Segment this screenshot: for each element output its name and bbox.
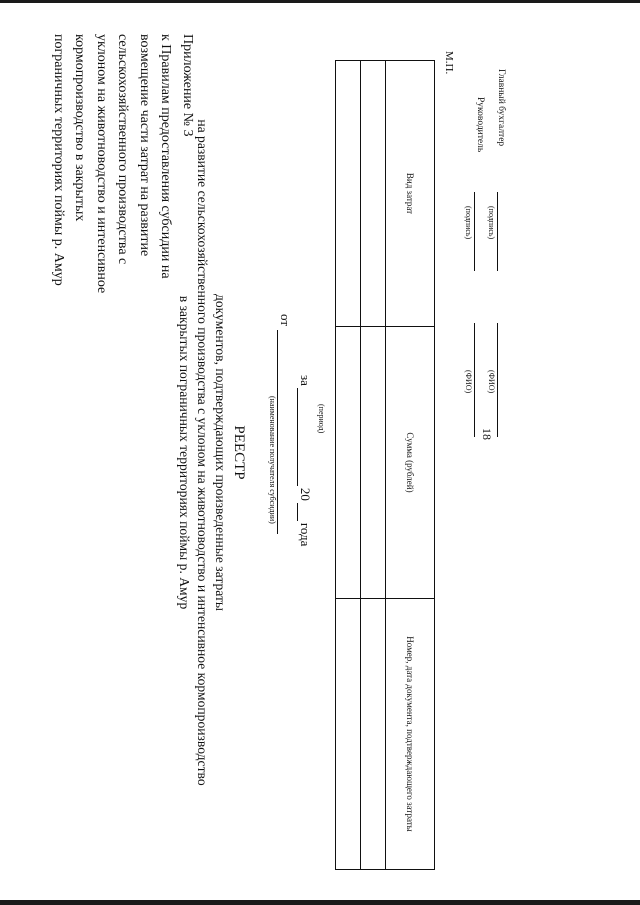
document-subtitle-line: на развитие сельскохозяйственного производства с уклоном на животноводство и интенсивное кормопроизводство xyxy=(195,119,210,786)
appendix-line: к Правилам предоставления субсидии на xyxy=(158,34,174,279)
signature-line xyxy=(497,192,498,271)
column-header: Сумма (рублей) xyxy=(386,327,435,599)
table-cell xyxy=(336,327,361,599)
year-blank xyxy=(297,503,309,521)
register-table xyxy=(335,60,435,870)
table-cell xyxy=(361,327,386,599)
recipient-blank xyxy=(277,330,289,534)
for-label: за xyxy=(298,375,313,386)
table-cell xyxy=(361,61,386,327)
signature-role: Главный бухгалтер xyxy=(496,69,506,147)
appendix-line: сельскохозяйственного производства с xyxy=(115,34,131,265)
name-hint: (ФИО) xyxy=(464,370,473,394)
column-header: Номер, дата документа, подтверждающего затраты xyxy=(386,599,435,870)
document-title: РЕЕСТР xyxy=(231,425,247,480)
appendix-heading: Приложение № 3 xyxy=(180,34,195,137)
document-subtitle-line: документов, подтверждающих произведенные затраты xyxy=(213,293,228,612)
table-header-row xyxy=(386,61,435,870)
period-blank xyxy=(297,388,309,486)
from-label: от xyxy=(278,314,293,327)
recipient-hint: (наименование получателя субсидии) xyxy=(268,396,277,524)
name-hint: (ФИО) xyxy=(487,370,496,394)
period-hint: (период) xyxy=(317,404,326,434)
document-subtitle-line: в закрытых пограничных территориях поймы р. Амур xyxy=(177,295,192,610)
table-cell xyxy=(361,599,386,870)
signature-line xyxy=(474,192,475,271)
signature-role: Руководитель xyxy=(475,97,485,153)
appendix-line: кормопроизводство в закрытых xyxy=(72,34,88,222)
stamp-label: М.П. xyxy=(443,51,455,75)
recipient-line xyxy=(277,314,293,534)
appendix-line: возмещение части затрат на развитие xyxy=(137,34,152,257)
page-number: 18 xyxy=(480,428,494,440)
appendix-line: уклоном на животноводство и интенсивное xyxy=(94,34,109,294)
signature-hint: (подпись) xyxy=(464,206,473,240)
signature-hint: (подпись) xyxy=(487,206,496,240)
appendix-line: пограничных территориях поймы р. Амур xyxy=(51,34,66,286)
year-suffix: года xyxy=(298,522,313,547)
table-row xyxy=(336,61,361,870)
column-header: Вид затрат xyxy=(386,61,435,327)
name-line xyxy=(497,323,498,437)
table-cell xyxy=(336,599,361,870)
name-line xyxy=(474,323,475,437)
year-prefix: 20 xyxy=(298,487,313,501)
table-cell xyxy=(336,61,361,327)
period-line xyxy=(297,375,313,546)
table-row xyxy=(361,61,386,870)
